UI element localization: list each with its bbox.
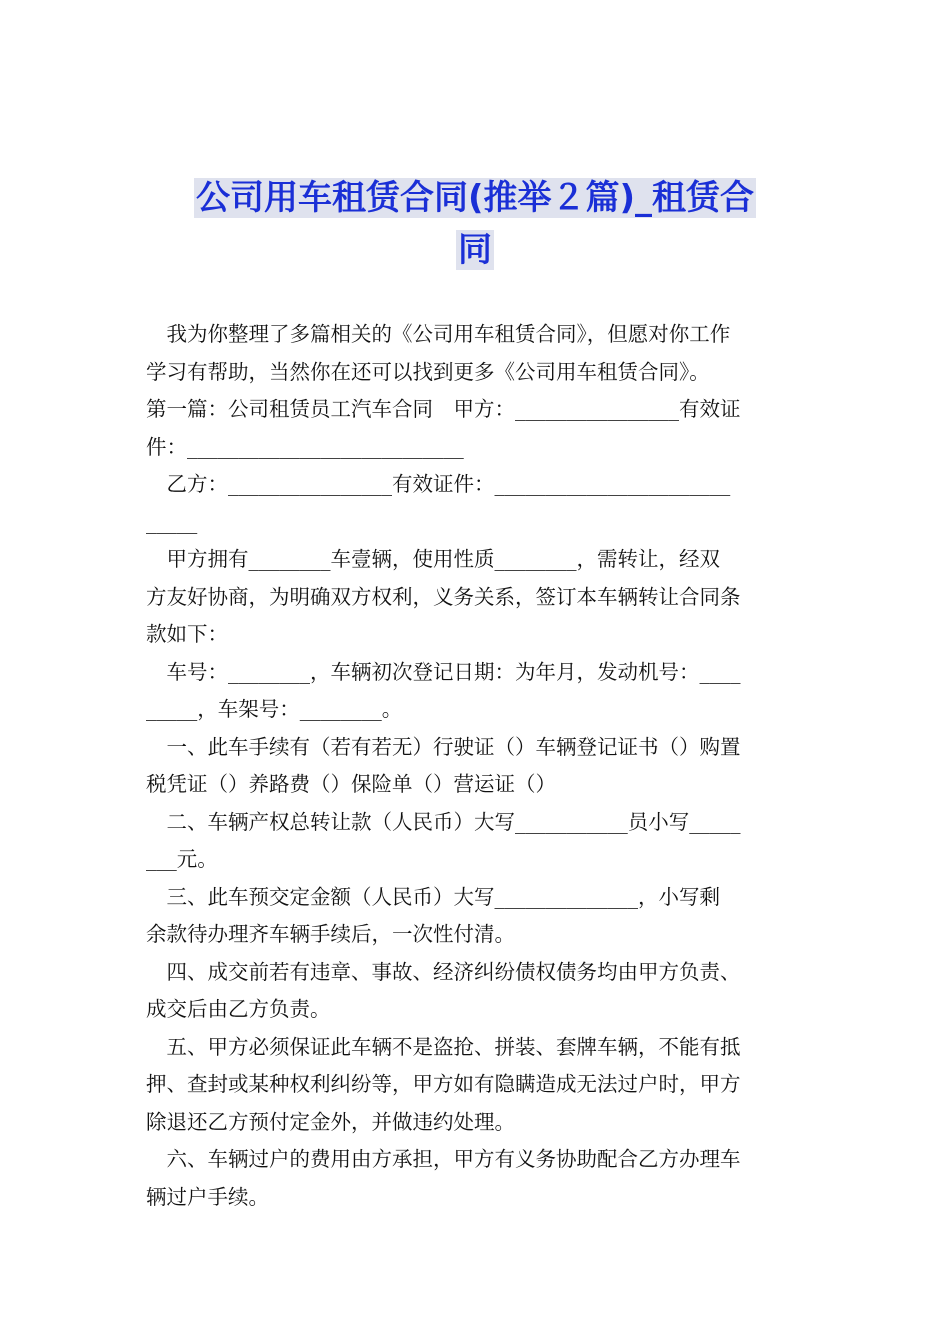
body-line: 第一篇：公司租赁员工汽车合同 甲方：________________有效证	[146, 397, 741, 421]
title-line-1: 公司用车租赁合同(推举２篇)_租赁合	[195, 178, 755, 218]
body-line: 车号：________，车辆初次登记日期：为年月，发动机号：____	[146, 659, 741, 684]
title-line-2: 同	[458, 230, 492, 270]
document-body	[146, 316, 808, 1216]
body-line: 学习有帮助，当然你在还可以找到更多《公司用车租赁合同》。	[146, 359, 710, 384]
body-line: 税凭证（）养路费（）保险单（）营运证（）	[146, 772, 556, 796]
body-line: 一、此车手续有（若有若无）行驶证（）车辆登记证书（）购置	[146, 734, 741, 759]
body-line: 余款待办理齐车辆手续后，一次性付清。	[146, 922, 515, 946]
body-line: 我为你整理了多篇相关的《公司用车租赁合同》，但愿对你工作	[146, 322, 731, 346]
body-line: 六、车辆过户的费用由方承担，甲方有义务协助配合乙方办理车	[146, 1147, 741, 1171]
body-line: _____，车架号：________。	[146, 697, 403, 721]
body-line: 方友好协商，为明确双方权利，义务关系，签订本车辆转让合同条	[146, 584, 741, 609]
body-line: 三、此车预交定金额（人民币）大写______________，小写剩	[146, 884, 720, 909]
body-line: 甲方拥有________车壹辆，使用性质________，需转让，经双	[146, 547, 720, 571]
body-line: 除退还乙方预付定金外，并做违约处理。	[146, 1109, 515, 1134]
body-line: 乙方：________________有效证件：_______________________	[146, 472, 731, 496]
body-line: 款如下：	[146, 622, 228, 646]
body-line: _____	[146, 509, 198, 534]
body-line: 成交后由乙方负责。	[146, 997, 331, 1021]
body-line: 四、成交前若有违章、事故、经济纠纷债权债务均由甲方负责、	[146, 959, 741, 984]
document-title	[150, 172, 800, 276]
body-line: 五、甲方必须保证此车辆不是盗抢、拼装、套牌车辆，不能有抵	[146, 1034, 741, 1059]
body-line: ___元。	[146, 847, 218, 871]
body-line: 辆过户手续。	[146, 1184, 269, 1209]
body-line: 押、查封或某种权利纠纷等，甲方如有隐瞒造成无法过户时，甲方	[146, 1072, 741, 1096]
body-line: 件：___________________________	[146, 434, 464, 459]
body-line: 二、车辆产权总转让款（人民币）大写___________员小写_____	[146, 809, 741, 834]
